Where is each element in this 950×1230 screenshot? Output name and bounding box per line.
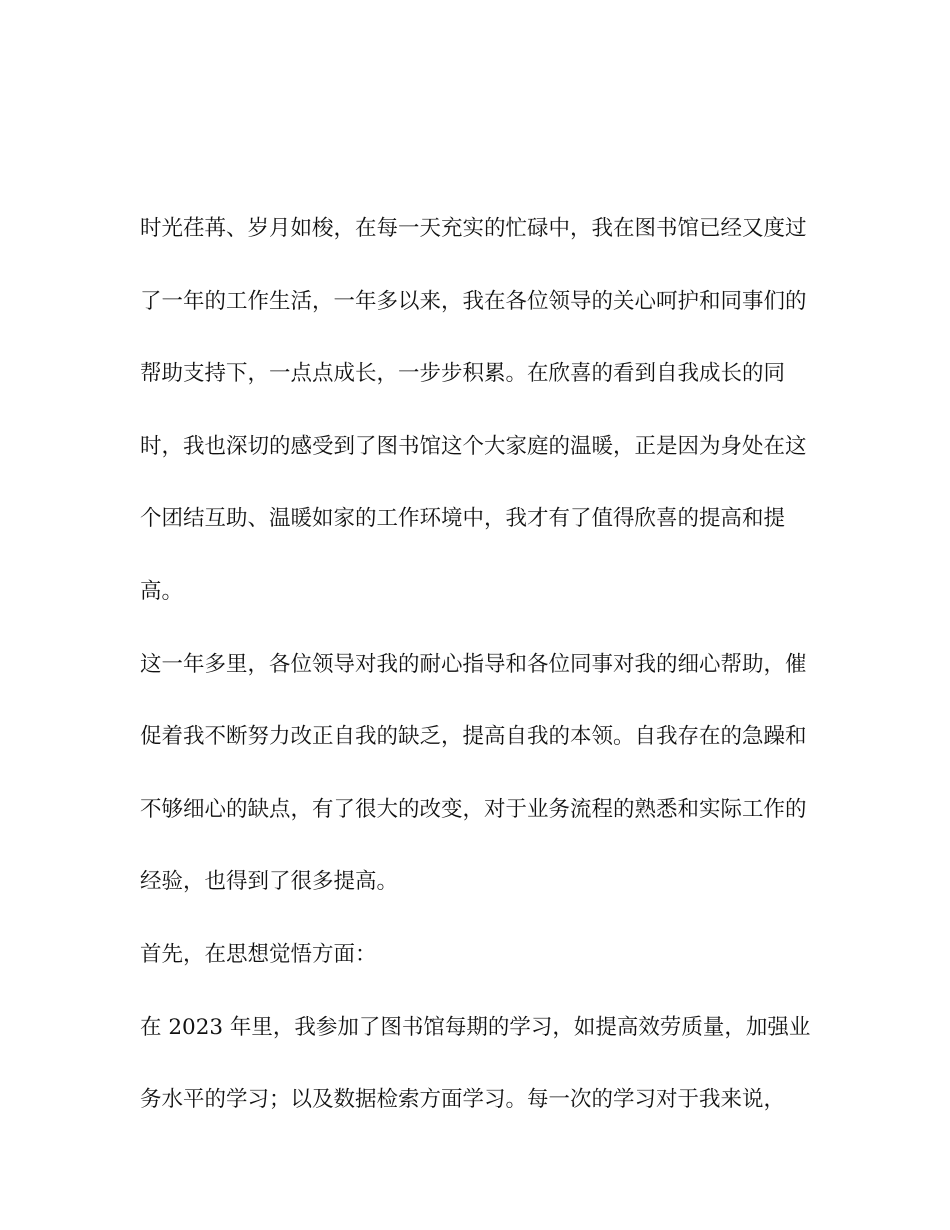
paragraph-4: 在 2023 年里，我参加了图书馆每期的学习，如提高效劳质量，加强业务水平的学习；以及数据检索方面学习。每一次的学习对于我来说， (140, 1014, 811, 1113)
paragraph-1: 时光荏苒、岁月如梭，在每一天充实的忙碌中，我在图书馆已经又度过了一年的工作生活，一年多以来，我在各位领导的关心呵护和同事们的帮助支持下，一点点成长，一步步积累。在欣喜的看到自我成长的同时，我也深切的感受到了图书馆这个大家庭的温暖，正是因为身处在这个团结互助、温暖如家的工作环境中，我才有了值得欣喜的提高和提高。 (140, 216, 807, 604)
paragraph-3: 首先，在思想觉悟方面： (140, 941, 377, 967)
document-body (140, 193, 812, 1137)
paragraph-2: 这一年多里，各位领导对我的耐心指导和各位同事对我的细心帮助，催促着我不断努力改正自我的缺乏，提高自我的本领。自我存在的急躁和不够细心的缺点，有了很大的改变，对于业务流程的熟悉和实际工作的经验，也得到了很多提高。 (140, 651, 807, 895)
